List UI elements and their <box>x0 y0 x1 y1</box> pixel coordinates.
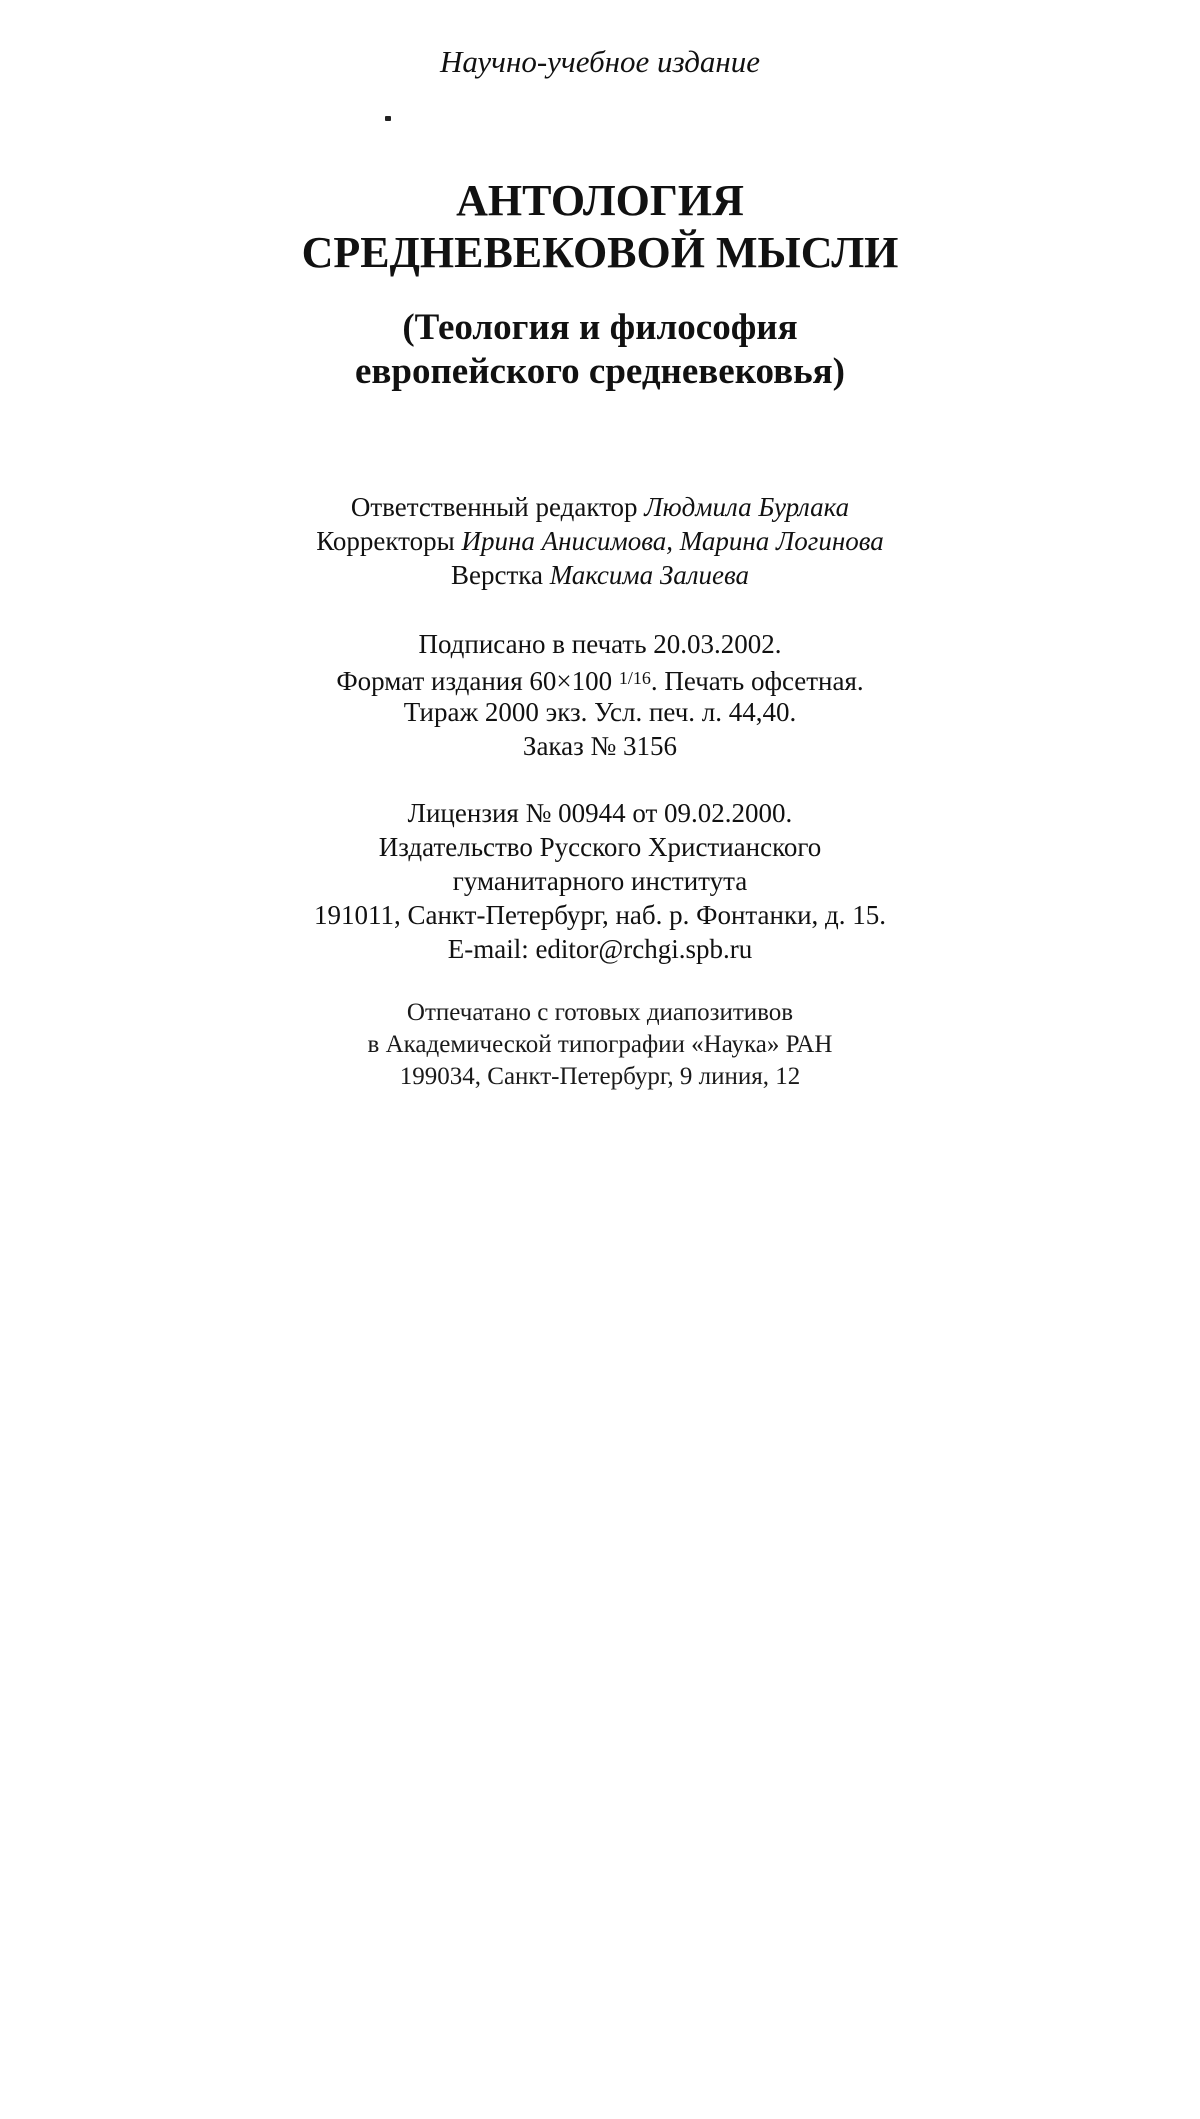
publisher-address: 191011, Санкт-Петербург, наб. р. Фонтанки, д. 15. <box>313 900 887 930</box>
credit-name: Максима Залиева <box>549 560 750 590</box>
publisher-license: Лицензия № 00944 от 09.02.2000. <box>407 798 793 828</box>
imprint-run: Тираж 2000 экз. Усл. печ. л. 44,40. <box>403 697 797 727</box>
credit-role: Верстка <box>450 560 543 590</box>
imprint-order: Заказ № 3156 <box>522 731 678 761</box>
publisher-email: E-mail: editor@rchgi.spb.ru <box>447 934 753 964</box>
credit-editor <box>0 490 1200 524</box>
imprint-signed: Подписано в печать 20.03.2002. <box>418 629 782 659</box>
publisher-name-line-2: гуманитарного института <box>452 866 748 896</box>
credit-name: Людмила Бурлака <box>644 492 850 522</box>
credit-layout <box>0 558 1200 592</box>
book-subtitle-line-2: европейского средневековья) <box>354 351 845 392</box>
imprint-format <box>0 661 1200 698</box>
credit-name: Ирина Анисимова, Марина Логинова <box>461 526 884 556</box>
format-fraction: 1/16 <box>618 668 651 688</box>
printer-line-2: в Академической типографии «Наука» РАН <box>367 1031 833 1058</box>
printer-line-1: Отпечатано с готовых диапозитивов <box>406 999 794 1026</box>
stray-mark <box>385 116 391 121</box>
credit-role: Корректоры <box>316 526 455 556</box>
credit-role: Ответственный редактор <box>350 492 638 522</box>
book-title-line-1: АНТОЛОГИЯ <box>456 176 744 225</box>
series-label: Научно-учебное издание <box>439 44 761 79</box>
book-title-line-2: СРЕДНЕВЕКОВОЙ МЫСЛИ <box>301 228 899 277</box>
format-prefix: Формат издания 60×100 <box>336 666 613 696</box>
credit-proofreaders <box>0 524 1200 558</box>
printer-line-3: 199034, Санкт-Петербург, 9 линия, 12 <box>399 1063 801 1090</box>
publisher-name-line-1: Издательство Русского Христианского <box>378 832 822 862</box>
book-subtitle-line-1: (Теология и философия <box>402 307 798 348</box>
format-suffix: . Печать офсетная. <box>650 666 864 696</box>
